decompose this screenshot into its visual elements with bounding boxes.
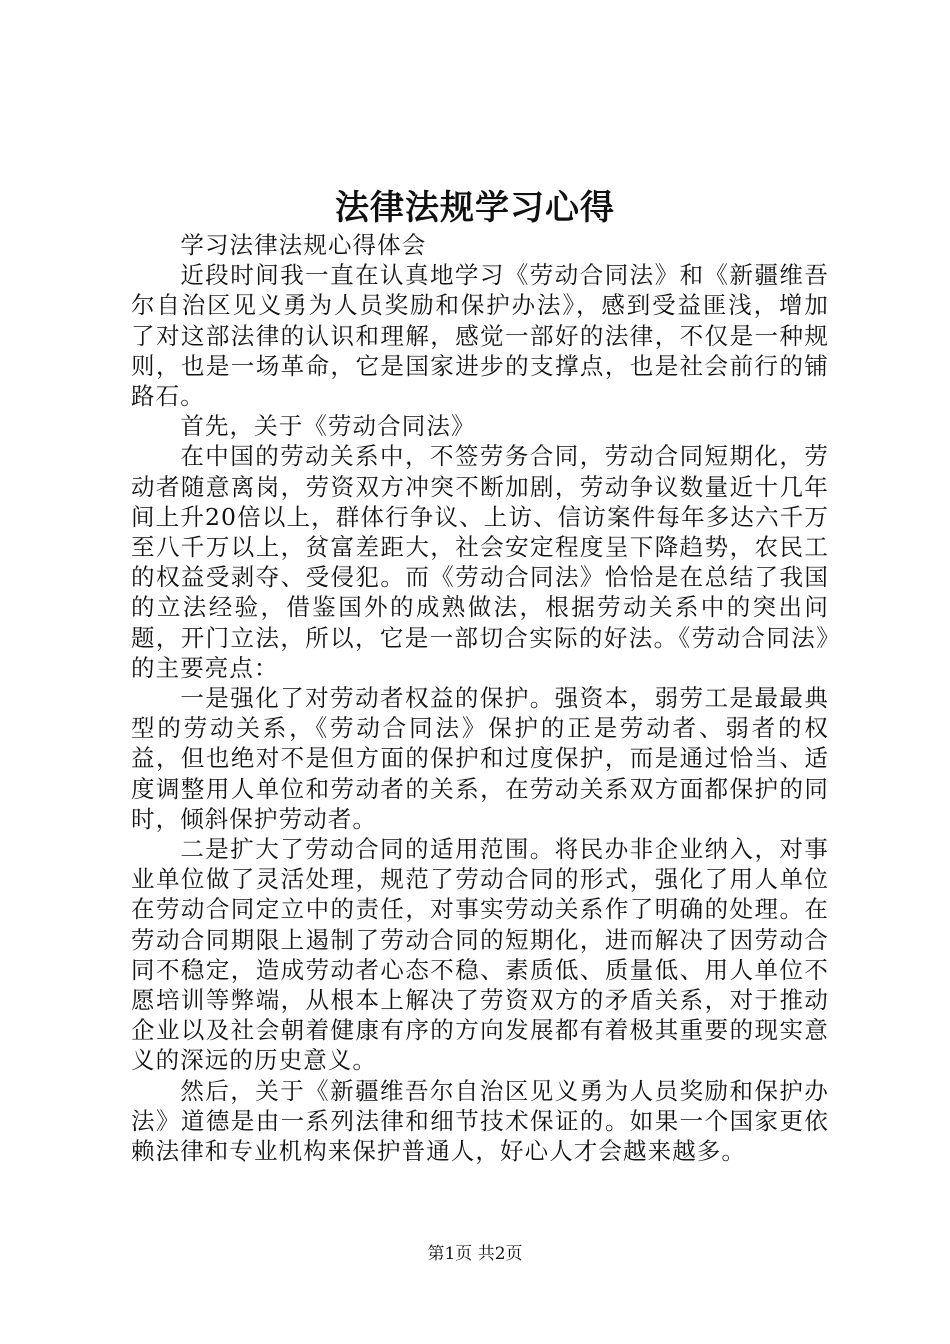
paragraph-point-one: 一是强化了对劳动者权益的保护。强资本，弱劳工是最最典型的劳动关系，《劳动合同法》保护的正是劳动者、弱者的权益，但也绝对不是但方面的保护和过度保护，而是通过恰当、适度调整用人单位和劳动者的关系，在劳动关系双方面都保护的同时，倾斜保护劳动者。: [131, 684, 829, 833]
paragraph-section-heading-labor-law: 首先，关于《劳动合同法》: [180, 412, 476, 441]
paragraph-point-two: 二是扩大了劳动合同的适用范围。将民办非企业纳入，对事业单位做了灵活处理，规范了劳动合同的形式，强化了用人单位在劳动合同定立中的责任，对事实劳动关系作了明确的处理。在劳动合同期限上遏制了劳动合同的短期化，进而解决了因劳动合同不稳定，造成劳动者心态不稳、素质低、质量低、用人单位不愿培训等弊端，从根本上解决了劳资双方的矛盾关系，对于推动企业以及社会朝着健康有序的方向发展都有着极其重要的现实意义的深远的历史意义。: [131, 835, 829, 1075]
document-title: 法律法规学习心得: [335, 188, 615, 228]
paragraph-labor-relations: 在中国的劳动关系中，不签劳务合同，劳动合同短期化，劳动者随意离岗，劳资双方冲突不断加剧，劳动争议数量近十几年间上升20倍以上，群体行争议、上访、信访案件每年多达六千万至八千万以上，贫富差距大，社会安定程度呈下降趋势，农民工的权益受剥夺、受侵犯。而《劳动合同法》恰恰是在总结了我国的立法经验，借鉴国外的成熟做法，根据劳动关系中的突出问题，开门立法，所以，它是一部切合实际的好法。《劳动合同法》的主要亮点：: [131, 442, 829, 682]
paragraph-intro: 近段时间我一直在认真地学习《劳动合同法》和《新疆维吾尔自治区见义勇为人员奖励和保护办法》，感到受益匪浅，增加了对这部法律的认识和理解，感觉一部好的法律，不仅是一种规则，也是一场革命，它是国家进步的支撑点，也是社会前行的铺路石。: [131, 261, 829, 411]
paragraph-section-bravery-law: 然后，关于《新疆维吾尔自治区见义勇为人员奖励和保护办法》道德是由一系列法律和细节技术保证的。如果一个国家更依赖法律和专业机构来保护普通人，好心人才会越来越多。: [131, 1076, 829, 1166]
paragraph-subtitle: 学习法律法规心得体会: [180, 231, 427, 259]
page-number-footer: 第1页 共2页: [427, 1244, 523, 1264]
document-body: [131, 230, 829, 1166]
